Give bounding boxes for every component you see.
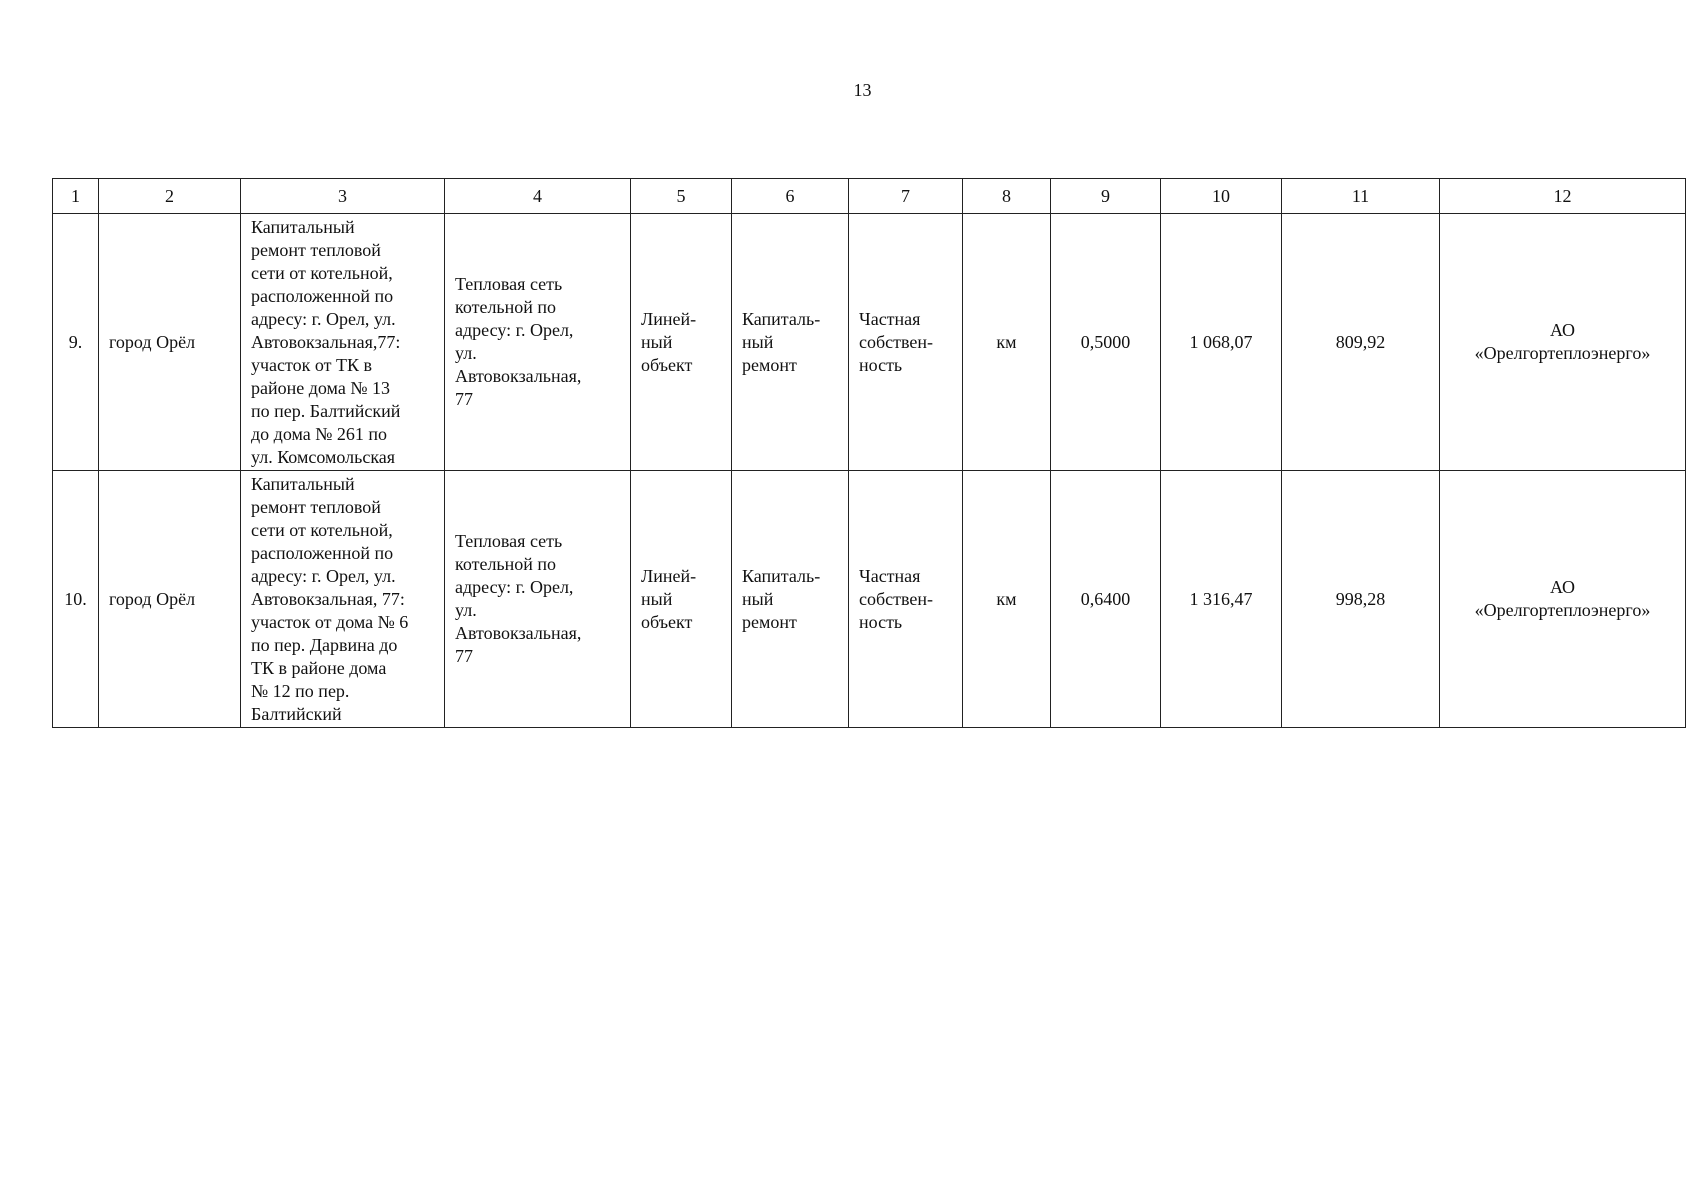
organization-cell: АО «Орелгортеплоэнерго» (1440, 214, 1686, 471)
column-header: 4 (445, 179, 631, 214)
row-number: 9. (53, 214, 99, 471)
row-number: 10. (53, 471, 99, 728)
description-cell: Капитальный ремонт тепловой сети от котельной, расположенной по адресу: г. Орел, ул. Автовокзальная,77: участок от ТК в районе дома № 13 по пер. Балтийский до дома № 261 по ул. Комсомольская (241, 214, 445, 471)
unit-cell: км (963, 471, 1051, 728)
column-header: 3 (241, 179, 445, 214)
column-header: 2 (99, 179, 241, 214)
city-cell: город Орёл (99, 471, 241, 728)
cost-cell: 1 316,47 (1161, 471, 1282, 728)
column-header: 5 (631, 179, 732, 214)
column-header: 11 (1282, 179, 1440, 214)
data-table (52, 178, 1686, 728)
column-header: 9 (1051, 179, 1161, 214)
amount-cell: 998,28 (1282, 471, 1440, 728)
city-cell: город Орёл (99, 214, 241, 471)
table-row (53, 214, 1686, 471)
column-header: 6 (732, 179, 849, 214)
object-cell: Тепловая сеть котельной по адресу: г. Орел, ул. Автовокзальная, 77 (445, 214, 631, 471)
column-header: 8 (963, 179, 1051, 214)
length-cell: 0,6400 (1051, 471, 1161, 728)
work-type-cell: Капиталь- ный ремонт (732, 471, 849, 728)
cost-cell: 1 068,07 (1161, 214, 1282, 471)
ownership-cell: Частная собствен- ность (849, 214, 963, 471)
length-cell: 0,5000 (1051, 214, 1161, 471)
object-type-cell: Линей- ный объект (631, 214, 732, 471)
unit-cell: км (963, 214, 1051, 471)
page-number: 13 (853, 80, 872, 100)
organization-cell: АО «Орелгортеплоэнерго» (1440, 471, 1686, 728)
column-header: 10 (1161, 179, 1282, 214)
ownership-cell: Частная собствен- ность (849, 471, 963, 728)
amount-cell: 809,92 (1282, 214, 1440, 471)
column-header: 1 (53, 179, 99, 214)
column-header: 12 (1440, 179, 1686, 214)
column-header: 7 (849, 179, 963, 214)
description-cell: Капитальный ремонт тепловой сети от котельной, расположенной по адресу: г. Орел, ул. Автовокзальная, 77: участок от дома № 6 по пер. Дарвина до ТК в районе дома № 12 по пер. Балтийский (241, 471, 445, 728)
table-header-row (53, 179, 1686, 214)
object-cell: Тепловая сеть котельной по адресу: г. Орел, ул. Автовокзальная, 77 (445, 471, 631, 728)
object-type-cell: Линей- ный объект (631, 471, 732, 728)
work-type-cell: Капиталь- ный ремонт (732, 214, 849, 471)
table-row (53, 471, 1686, 728)
